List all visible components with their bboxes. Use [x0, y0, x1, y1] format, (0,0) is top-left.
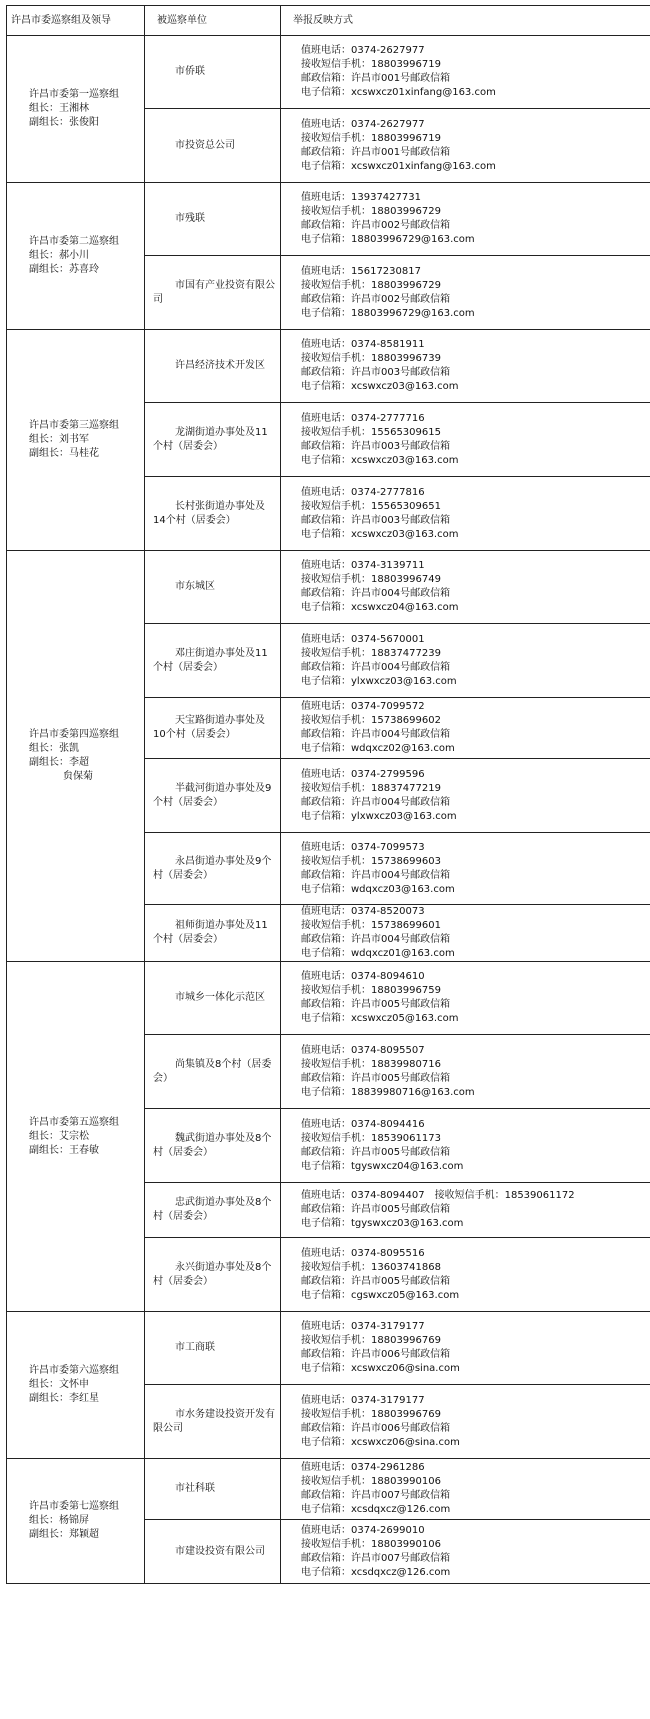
contact-line: 接收短信手机：18839980716	[301, 1058, 441, 1070]
inspected-unit-name: 市残联	[175, 213, 205, 224]
inspection-group-cell	[7, 36, 145, 183]
contact-line: 接收短信手机：18803996739	[301, 353, 441, 364]
contact-cell	[281, 759, 650, 833]
table-row	[7, 36, 650, 109]
contact-line: 邮政信箱：许昌市005号邮政信箱	[301, 999, 451, 1010]
contact-line: 接收短信手机：18837477219	[301, 782, 441, 794]
inspected-unit-cell	[145, 833, 281, 905]
contact-line: 值班电话：13937427731	[301, 192, 421, 203]
inspected-unit-cell	[145, 36, 281, 109]
contact-line: 电子信箱：xcswxcz01xinfang@163.com	[301, 87, 496, 98]
group-leader: 组长：郝小川	[29, 250, 89, 261]
group-name: 许昌市委第二巡察组	[29, 236, 119, 247]
inspected-unit-cell	[145, 256, 281, 330]
contact-line: 邮政信箱：许昌市004号邮政信箱	[301, 661, 451, 673]
contact-line: 电子信箱：18803996729@163.com	[301, 234, 475, 245]
contact-line: 接收短信手机：18803996769	[301, 1335, 441, 1346]
contact-line: 邮政信箱：许昌市003号邮政信箱	[301, 367, 451, 378]
contact-line: 值班电话：0374-8094416	[301, 1118, 425, 1130]
group-deputy: 副组长：郑颖超	[29, 1529, 99, 1540]
table-row	[7, 1312, 650, 1385]
contact-line: 值班电话：0374-2961286	[301, 1462, 425, 1473]
inspected-unit-cell	[145, 403, 281, 477]
contact-line: 值班电话：0374-3179177	[301, 1394, 425, 1406]
contact-line: 接收短信手机：18803996749	[301, 574, 441, 585]
group-leader: 组长：艾宗松	[29, 1130, 89, 1142]
contact-line: 接收短信手机：18803996729	[301, 206, 441, 217]
inspected-unit-name: 邓庄街道办事处及11个村（居委会）	[153, 647, 268, 673]
inspected-unit-cell	[145, 905, 281, 962]
group-leader: 组长：文怀申	[29, 1379, 89, 1390]
contact-cell	[281, 1385, 650, 1459]
contact-line: 值班电话：15617230817	[301, 265, 421, 277]
contact-line: 电子信箱：xcswxcz05@163.com	[301, 1013, 459, 1024]
table-row	[7, 1459, 650, 1520]
contact-line: 邮政信箱：许昌市005号邮政信箱	[301, 1072, 451, 1084]
inspected-unit-name: 魏武街道办事处及8个村（居委会）	[153, 1132, 272, 1158]
inspected-unit-cell	[145, 624, 281, 698]
contact-line: 邮政信箱：许昌市004号邮政信箱	[301, 796, 451, 808]
contact-line: 电子信箱：xcswxcz06@sina.com	[301, 1363, 460, 1374]
contact-line: 邮政信箱：许昌市005号邮政信箱	[301, 1146, 451, 1158]
inspected-unit-name: 市工商联	[175, 1342, 215, 1353]
contact-line: 邮政信箱：许昌市006号邮政信箱	[301, 1349, 451, 1360]
contact-cell	[281, 1238, 650, 1312]
inspected-unit-cell	[145, 1109, 281, 1183]
contact-line: 电子信箱：ylxwxcz03@163.com	[301, 675, 457, 687]
group-deputy: 副组长：张俊阳	[29, 117, 99, 128]
contact-line: 值班电话：0374-2777816	[301, 486, 425, 498]
contact-cell	[281, 1183, 650, 1238]
contact-cell	[281, 698, 650, 759]
contact-line: 接收短信手机：18539061173	[301, 1132, 441, 1144]
contact-line: 接收短信手机：15738699601	[301, 920, 441, 931]
inspected-unit-name: 尚集镇及8个村（居委会）	[153, 1058, 272, 1084]
contact-line: 值班电话：0374-5670001	[301, 633, 425, 645]
contact-line: 电子信箱：xcswxcz06@sina.com	[301, 1436, 460, 1448]
contact-line: 电子信箱：xcsdqxcz@126.com	[301, 1504, 451, 1515]
contact-line: 电子信箱：xcswxcz03@163.com	[301, 528, 459, 540]
contact-cell	[281, 36, 650, 109]
contact-line: 值班电话：0374-8094407 接收短信手机：18539061172	[301, 1190, 575, 1201]
group-leader: 组长：刘书军	[29, 434, 89, 445]
contact-cell	[281, 905, 650, 962]
inspection-table	[6, 5, 650, 1584]
inspected-unit-cell	[145, 109, 281, 183]
contact-line: 接收短信手机：15738699602	[301, 715, 441, 726]
inspected-unit-cell	[145, 1183, 281, 1238]
group-deputy2: 贠保菊	[63, 771, 93, 782]
group-name: 许昌市委第三巡察组	[29, 420, 119, 431]
contact-line: 电子信箱：tgyswxcz04@163.com	[301, 1160, 464, 1172]
contact-cell	[281, 1520, 650, 1584]
group-name: 许昌市委第六巡察组	[29, 1365, 119, 1376]
contact-line: 值班电话：0374-7099573	[301, 841, 425, 853]
inspected-unit-name: 祖师街道办事处及11个村（居委会）	[153, 920, 268, 945]
contact-line: 邮政信箱：许昌市006号邮政信箱	[301, 1422, 451, 1434]
contact-line: 接收短信手机：18803996719	[301, 59, 441, 70]
contact-line: 值班电话：0374-7099572	[301, 701, 425, 712]
group-name: 许昌市委第七巡察组	[29, 1501, 119, 1512]
contact-line: 电子信箱：18803996729@163.com	[301, 307, 475, 319]
inspection-group-cell	[7, 330, 145, 551]
contact-line: 邮政信箱：许昌市003号邮政信箱	[301, 514, 451, 526]
group-name: 许昌市委第四巡察组	[29, 729, 119, 740]
contact-cell	[281, 477, 650, 551]
contact-line: 值班电话：0374-2699010	[301, 1524, 425, 1536]
contact-line: 值班电话：0374-8095516	[301, 1247, 425, 1259]
contact-line: 电子信箱：xcswxcz03@163.com	[301, 454, 459, 466]
contact-cell	[281, 330, 650, 403]
contact-line: 电子信箱：wdqxcz02@163.com	[301, 743, 455, 754]
inspected-unit-cell	[145, 330, 281, 403]
inspected-unit-name: 许昌经济技术开发区	[175, 360, 265, 371]
inspected-unit-cell	[145, 477, 281, 551]
contact-line: 电子信箱：xcswxcz03@163.com	[301, 381, 459, 392]
contact-line: 邮政信箱：许昌市003号邮政信箱	[301, 440, 451, 452]
contact-line: 邮政信箱：许昌市005号邮政信箱	[301, 1204, 451, 1215]
contact-cell	[281, 1035, 650, 1109]
inspection-group-cell	[7, 183, 145, 330]
contact-cell	[281, 551, 650, 624]
group-leader: 组长：张凯	[29, 743, 79, 754]
contact-line: 电子信箱：xcswxcz01xinfang@163.com	[301, 160, 496, 172]
contact-line: 值班电话：0374-2777716	[301, 412, 425, 424]
contact-line: 邮政信箱：许昌市007号邮政信箱	[301, 1552, 451, 1564]
contact-cell	[281, 833, 650, 905]
contact-line: 值班电话：0374-2799596	[301, 768, 425, 780]
contact-line: 接收短信手机：18803996729	[301, 279, 441, 291]
header-contact: 举报反映方式	[281, 6, 650, 36]
inspected-unit-cell	[145, 1035, 281, 1109]
contact-line: 值班电话：0374-3139711	[301, 560, 425, 571]
inspected-unit-name: 市国有产业投资有限公司	[153, 279, 275, 305]
contact-line: 接收短信手机：18803996719	[301, 132, 441, 144]
group-leader: 组长：王湘林	[29, 103, 89, 114]
contact-line: 电子信箱：18839980716@163.com	[301, 1086, 475, 1098]
inspected-unit-name: 龙湖街道办事处及11个村（居委会）	[153, 426, 268, 452]
contact-line: 接收短信手机：15565309651	[301, 500, 441, 512]
group-deputy: 副组长：李超	[29, 757, 89, 768]
inspected-unit-cell	[145, 1520, 281, 1584]
contact-line: 邮政信箱：许昌市001号邮政信箱	[301, 73, 451, 84]
table-body	[7, 36, 650, 1584]
contact-line: 电子信箱：wdqxcz03@163.com	[301, 883, 455, 895]
contact-cell	[281, 1312, 650, 1385]
contact-line: 接收短信手机：18837477239	[301, 647, 441, 659]
inspected-unit-name: 天宝路街道办事处及10个村（居委会）	[153, 715, 265, 740]
inspected-unit-name: 市投资总公司	[175, 139, 235, 151]
contact-line: 邮政信箱：许昌市001号邮政信箱	[301, 146, 451, 158]
inspection-group-cell	[7, 1312, 145, 1459]
inspected-unit-cell	[145, 962, 281, 1035]
inspected-unit-cell	[145, 1238, 281, 1312]
contact-line: 接收短信手机：18803990106	[301, 1476, 441, 1487]
contact-line: 值班电话：0374-8094610	[301, 971, 425, 982]
header-group: 许昌市委巡察组及领导	[7, 6, 145, 36]
contact-line: 电子信箱：wdqxcz01@163.com	[301, 948, 455, 959]
contact-cell	[281, 962, 650, 1035]
header-unit: 被巡察单位	[145, 6, 281, 36]
contact-line: 接收短信手机：18803996769	[301, 1408, 441, 1420]
inspected-unit-name: 永兴街道办事处及8个村（居委会）	[153, 1261, 272, 1287]
contact-cell	[281, 403, 650, 477]
contact-line: 邮政信箱：许昌市005号邮政信箱	[301, 1275, 451, 1287]
contact-line: 值班电话：0374-8520073	[301, 906, 425, 917]
group-name: 许昌市委第五巡察组	[29, 1116, 119, 1128]
inspected-unit-name: 市水务建设投资开发有限公司	[153, 1408, 275, 1434]
contact-line: 电子信箱：xcswxcz04@163.com	[301, 602, 459, 613]
inspection-group-cell	[7, 1459, 145, 1584]
inspected-unit-cell	[145, 1385, 281, 1459]
contact-cell	[281, 624, 650, 698]
inspected-unit-cell	[145, 698, 281, 759]
inspection-group-cell	[7, 551, 145, 962]
contact-line: 值班电话：0374-3179177	[301, 1321, 425, 1332]
table-row	[7, 330, 650, 403]
contact-line: 电子信箱：xcsdqxcz@126.com	[301, 1566, 451, 1578]
inspection-group-cell	[7, 962, 145, 1312]
contact-line: 接收短信手机：18803990106	[301, 1538, 441, 1550]
contact-line: 邮政信箱：许昌市004号邮政信箱	[301, 869, 451, 881]
contact-line: 邮政信箱：许昌市004号邮政信箱	[301, 934, 451, 945]
inspected-unit-name: 永昌街道办事处及9个村（居委会）	[153, 855, 272, 881]
group-deputy: 副组长：李红星	[29, 1393, 99, 1404]
inspected-unit-name: 忠武街道办事处及8个村（居委会）	[153, 1197, 272, 1222]
group-deputy: 副组长：马桂花	[29, 448, 99, 459]
group-deputy: 副组长：苏喜玲	[29, 264, 99, 275]
contact-cell	[281, 1109, 650, 1183]
inspected-unit-cell	[145, 183, 281, 256]
contact-cell	[281, 183, 650, 256]
contact-line: 邮政信箱：许昌市002号邮政信箱	[301, 220, 451, 231]
inspected-unit-cell	[145, 551, 281, 624]
table-row	[7, 183, 650, 256]
contact-cell	[281, 256, 650, 330]
contact-line: 值班电话：0374-8581911	[301, 339, 425, 350]
contact-line: 值班电话：0374-2627977	[301, 45, 425, 56]
inspected-unit-name: 市侨联	[175, 66, 205, 77]
contact-line: 邮政信箱：许昌市004号邮政信箱	[301, 588, 451, 599]
contact-cell	[281, 1459, 650, 1520]
contact-line: 接收短信手机：15565309615	[301, 426, 441, 438]
contact-line: 接收短信手机：18803996759	[301, 985, 441, 996]
inspected-unit-cell	[145, 759, 281, 833]
table-row	[7, 551, 650, 624]
group-name: 许昌市委第一巡察组	[29, 89, 119, 100]
group-leader: 组长：杨锦屏	[29, 1515, 89, 1526]
inspected-unit-name: 长村张街道办事处及14个村（居委会）	[153, 500, 265, 526]
header-row	[7, 6, 650, 36]
contact-line: 值班电话：0374-8095507	[301, 1044, 425, 1056]
contact-line: 值班电话：0374-2627977	[301, 118, 425, 130]
contact-line: 邮政信箱：许昌市007号邮政信箱	[301, 1490, 451, 1501]
contact-line: 电子信箱：ylxwxcz03@163.com	[301, 810, 457, 822]
inspected-unit-cell	[145, 1459, 281, 1520]
contact-line: 电子信箱：cgswxcz05@163.com	[301, 1289, 460, 1301]
contact-cell	[281, 109, 650, 183]
inspected-unit-name: 市建设投资有限公司	[175, 1545, 265, 1557]
inspected-unit-cell	[145, 1312, 281, 1385]
contact-line: 接收短信手机：15738699603	[301, 855, 441, 867]
inspected-unit-name: 市社科联	[175, 1483, 215, 1494]
contact-line: 接收短信手机：13603741868	[301, 1261, 441, 1273]
inspected-unit-name: 半截河街道办事处及9个村（居委会）	[153, 782, 272, 808]
inspected-unit-name: 市东城区	[175, 581, 215, 592]
contact-line: 邮政信箱：许昌市004号邮政信箱	[301, 729, 451, 740]
contact-line: 电子信箱：tgyswxcz03@163.com	[301, 1218, 464, 1229]
inspected-unit-name: 市城乡一体化示范区	[175, 992, 265, 1003]
group-deputy: 副组长：王春敏	[29, 1144, 99, 1156]
table-row	[7, 962, 650, 1035]
contact-line: 邮政信箱：许昌市002号邮政信箱	[301, 293, 451, 305]
